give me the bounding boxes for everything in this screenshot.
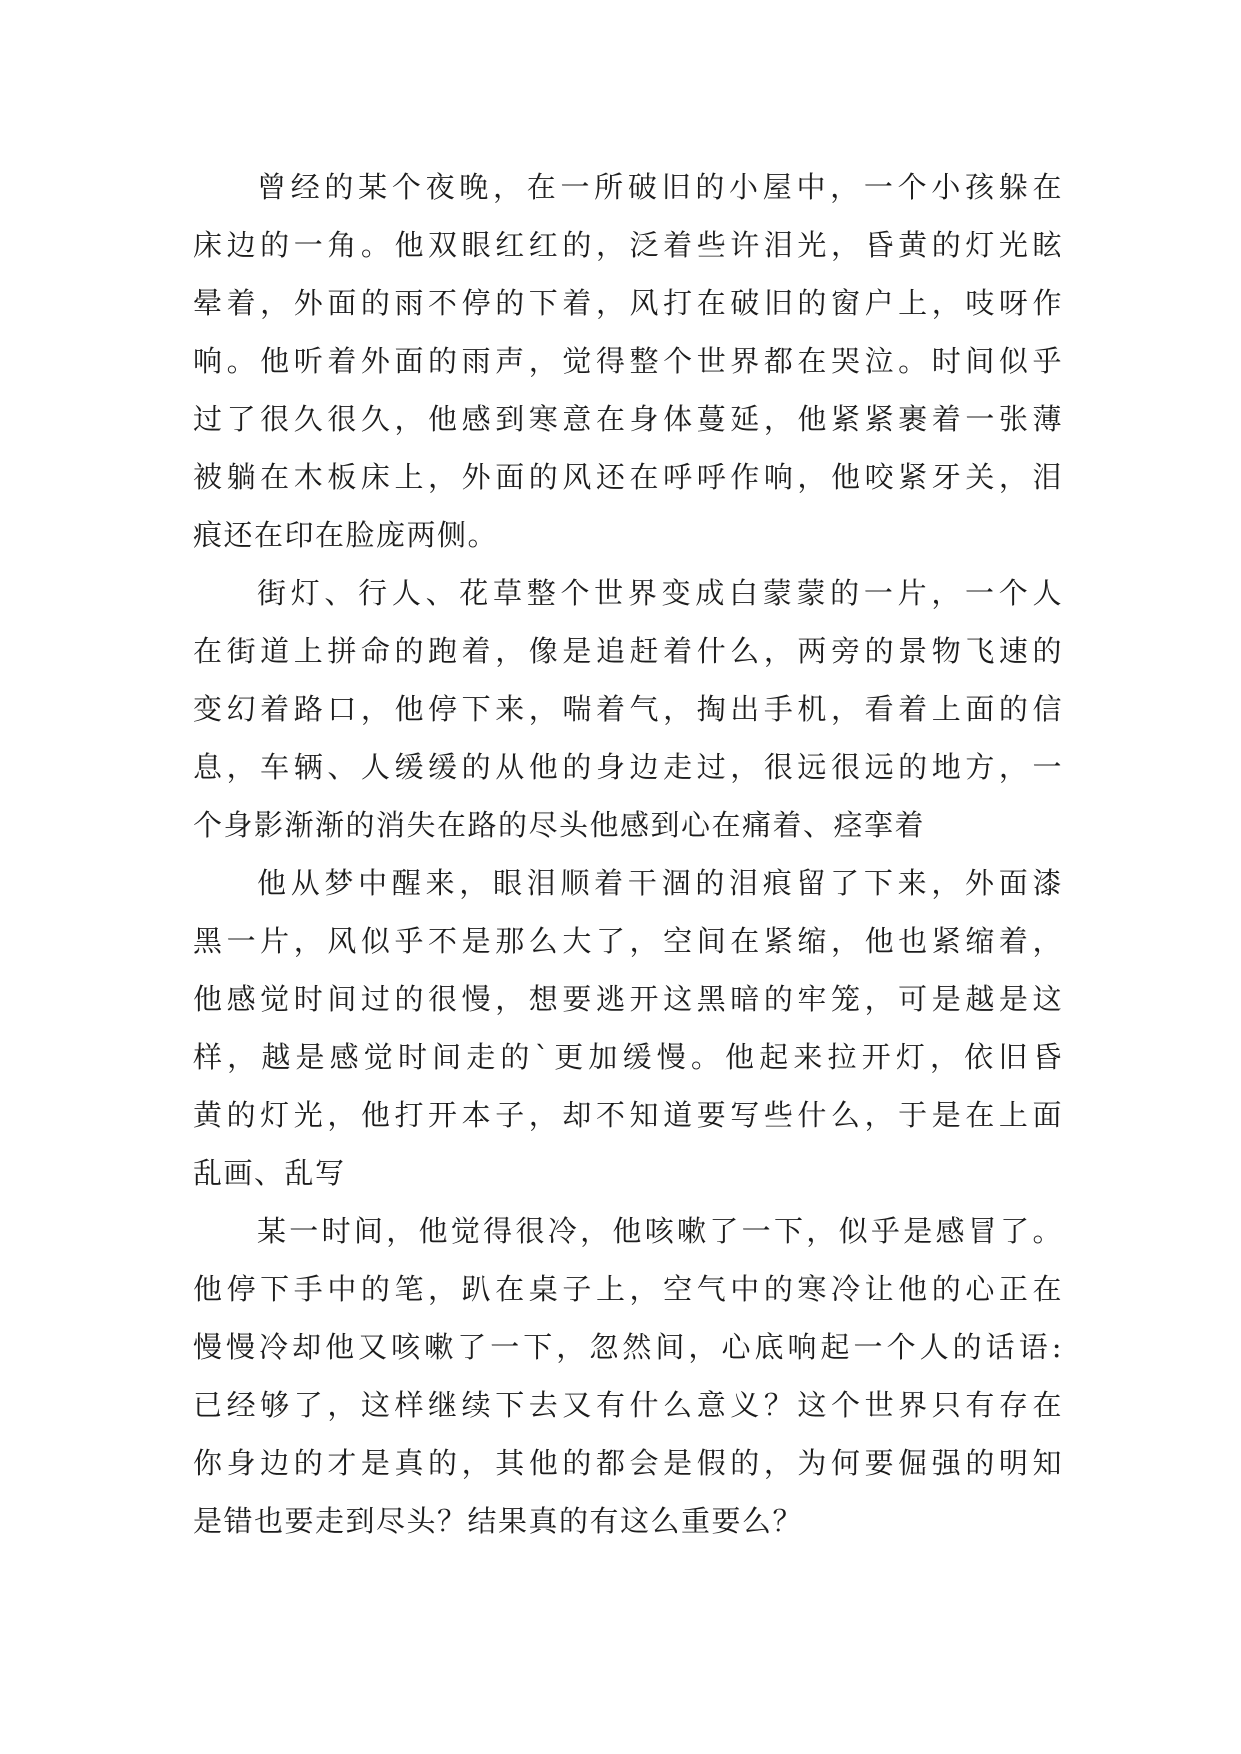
text-line: 晕着，外面的雨不停的下着，风打在破旧的窗户上，吱呀作: [193, 286, 1063, 320]
text-line: 被躺在木板床上，外面的风还在呼呼作响，他咬紧牙关，泪: [193, 460, 1063, 494]
text-line: 黄的灯光，他打开本子，却不知道要写些什么，于是在上面: [193, 1098, 1063, 1132]
text-line: 息，车辆、人缓缓的从他的身边走过，很远很远的地方，一: [193, 750, 1063, 784]
text-line: 响。他听着外面的雨声，觉得整个世界都在哭泣。时间似乎: [193, 344, 1063, 378]
text-line: 黑一片，风似乎不是那么大了，空间在紧缩，他也紧缩着，: [193, 924, 1063, 958]
text-line: 街灯、行人、花草整个世界变成白蒙蒙的一片，一个人: [257, 576, 1063, 610]
paragraph-3: [193, 854, 1063, 1202]
document-body: [193, 158, 1063, 1550]
text-line: 床边的一角。他双眼红红的，泛着些许泪光，昏黄的灯光眩: [193, 228, 1063, 262]
paragraph-2: [193, 564, 1063, 854]
text-line: 在街道上拼命的跑着，像是追赶着什么，两旁的景物飞速的: [193, 634, 1063, 668]
text-line: 变幻着路口，他停下来，喘着气，掏出手机，看着上面的信: [193, 692, 1063, 726]
paragraph-1: [193, 158, 1063, 564]
text-line: 曾经的某个夜晚，在一所破旧的小屋中，一个小孩躲在: [257, 170, 1063, 204]
text-line: 慢慢冷却他又咳嗽了一下，忽然间，心底响起一个人的话语:: [193, 1330, 1063, 1364]
text-line: 某一时间，他觉得很冷，他咳嗽了一下，似乎是感冒了。: [257, 1214, 1063, 1248]
text-line: 已经够了，这样继续下去又有什么意义？这个世界只有存在: [193, 1388, 1063, 1422]
text-line: 你身边的才是真的，其他的都会是假的，为何要倔强的明知: [193, 1446, 1063, 1480]
text-line: 他感觉时间过的很慢，想要逃开这黑暗的牢笼，可是越是这: [193, 982, 1063, 1016]
text-line: 痕还在印在脸庞两侧。: [193, 518, 499, 552]
text-line: 是错也要走到尽头？结果真的有这么重要么？: [193, 1504, 804, 1538]
text-line: 个身影渐渐的消失在路的尽头他感到心在痛着、痉挛着: [193, 808, 926, 842]
text-line: 过了很久很久，他感到寒意在身体蔓延，他紧紧裹着一张薄: [193, 402, 1063, 436]
paragraph-4: [193, 1202, 1063, 1550]
text-line: 样，越是感觉时间走的`更加缓慢。他起来拉开灯，依旧昏: [193, 1040, 1063, 1074]
text-line: 他停下手中的笔，趴在桌子上，空气中的寒冷让他的心正在: [193, 1272, 1063, 1306]
text-line: 乱画、乱写: [193, 1156, 346, 1190]
text-line: 他从梦中醒来，眼泪顺着干涸的泪痕留了下来，外面漆: [257, 866, 1063, 900]
